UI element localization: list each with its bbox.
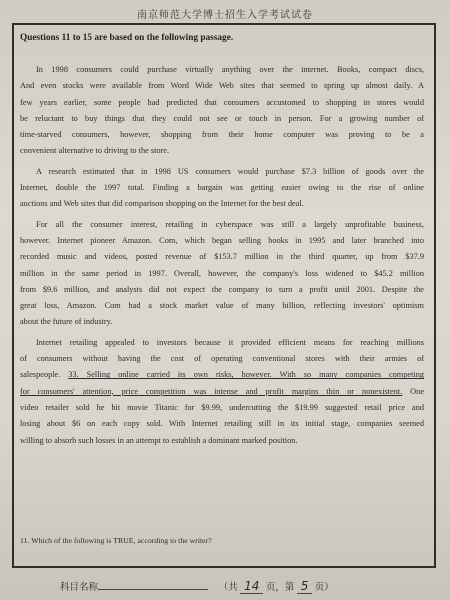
- passage-line-text: In 1998 consumers could purchase virtually anything over the internet. Books, compact discs,: [36, 65, 424, 74]
- passage-line: [20, 217, 424, 233]
- underlined-sentence-33: 33. Selling online carried its own risks, however. With so many companies competing: [68, 370, 424, 380]
- passage-line-text: One: [402, 386, 425, 396]
- passage-line: [20, 62, 424, 78]
- question-11: 11. Which of the following is TRUE, according to the writer?: [20, 536, 212, 545]
- passage-line-text: few years earlier, some people had predicted that consumers accustomed to shopping in stores would: [20, 97, 424, 107]
- passage-line-text: about the future of industry.: [20, 317, 113, 327]
- passage-line: [20, 266, 424, 282]
- subject-label: 科目名称: [60, 583, 99, 593]
- passage-line-text: For all the consumer interest, retailing in cyberspace was still a largely unprofitable business,: [36, 219, 424, 229]
- passage-line-text: video retailer sold he hit movie Titanic for $9.99, undercutting the $19.99 suggested retail price and: [20, 402, 424, 412]
- page-suffix: 页）: [314, 583, 334, 593]
- passage-line: [20, 233, 424, 249]
- passage-line-text: be reluctant to buy things that they could not see or touch in person. For a growing number of: [20, 113, 424, 123]
- page-footer: [60, 579, 430, 594]
- passage-line: [20, 298, 424, 314]
- passage-line-text: A research estimated that in 1998 US consumers would purchase $7.3 billion of goods over the: [36, 166, 424, 176]
- passage-line: [20, 282, 424, 298]
- passage-line: [20, 111, 424, 127]
- underlined-sentence-33: for consumers' attention, price competition was intense and profit margins thin or nonexistent.: [20, 386, 403, 396]
- passage-line: [20, 335, 424, 351]
- page-mid: 页，第: [265, 583, 295, 593]
- passage-line: [20, 314, 424, 330]
- passage-line: [20, 433, 424, 449]
- passage-body: [20, 62, 424, 449]
- passage-line: [20, 95, 424, 111]
- passage-line-text: Internet retailing appealed to investors because it provided efficient means for reaching millions: [36, 337, 424, 347]
- passage-line: [20, 351, 424, 367]
- passage-line: [20, 127, 424, 143]
- passage-line-text: from $9.6 million, and analysts did not expect the company to turn a profit until 2001. Despite the: [20, 284, 424, 294]
- exam-header-title: 南京师范大学博士招生入学考试试卷: [137, 10, 313, 21]
- passage-line-text: time-starved consumers, however, shopping from their home computer was proving to be a: [20, 130, 424, 140]
- passage-line-text: recorded music and videos, posted revenue of $153.7 million in the third quarter, up from $37.9: [20, 252, 424, 262]
- total-prefix: （共: [218, 583, 238, 593]
- passage-line-text: auctions and Web sites that did comparison shopping on the Internet for the best deal.: [20, 199, 304, 209]
- passage-line: [20, 384, 424, 400]
- subject-blank-line: [98, 580, 208, 590]
- passage-line: [20, 164, 424, 180]
- passage-line-text: of consumers without having the cost of operating conventional stores with their armies of: [20, 354, 424, 364]
- passage-line-text: convenient alternative to driving to the store.: [20, 146, 170, 156]
- passage-line-text: great loss, Amazon. Com had a stock market value of many billion, reflecting investors' optimism: [20, 301, 424, 311]
- passage-line-text: however. Internet pioneer Amazon. Com, which began selling books in 1995 and later branched into: [20, 235, 424, 245]
- current-page-handwritten: 5: [297, 579, 313, 594]
- passage-line: [20, 196, 424, 212]
- passage-line: [20, 78, 424, 94]
- passage-line: [20, 400, 424, 416]
- passage-line: [20, 180, 424, 196]
- passage-line-text: willing to absorb such losses in an attempt to establish a dominant marked position.: [20, 435, 298, 445]
- passage-line: [20, 367, 424, 383]
- passage-line-text: Internet, double the 1997 total. Finding a bargain was getting easier owing to the rise of online: [20, 183, 424, 193]
- passage-line-text: And even stocks were available from Word Wide Web sites that seemed to spring up almost daily. A: [20, 81, 424, 91]
- passage-line-text: million in the same period in 1997. Overall, however, the company's loss widened to $45.2 million: [20, 268, 424, 278]
- questions-heading: Questions 11 to 15 are based on the following passage.: [20, 33, 234, 43]
- passage-line-text: salespeople.: [20, 370, 69, 380]
- passage-line: [20, 416, 424, 432]
- passage-line: [20, 143, 424, 159]
- total-pages-handwritten: 14: [240, 579, 263, 594]
- passage-line: [20, 249, 424, 265]
- passage-line-text: losing about $6 on each copy sold. With Internet retailing still in its initial stage, companies seemed: [20, 419, 424, 429]
